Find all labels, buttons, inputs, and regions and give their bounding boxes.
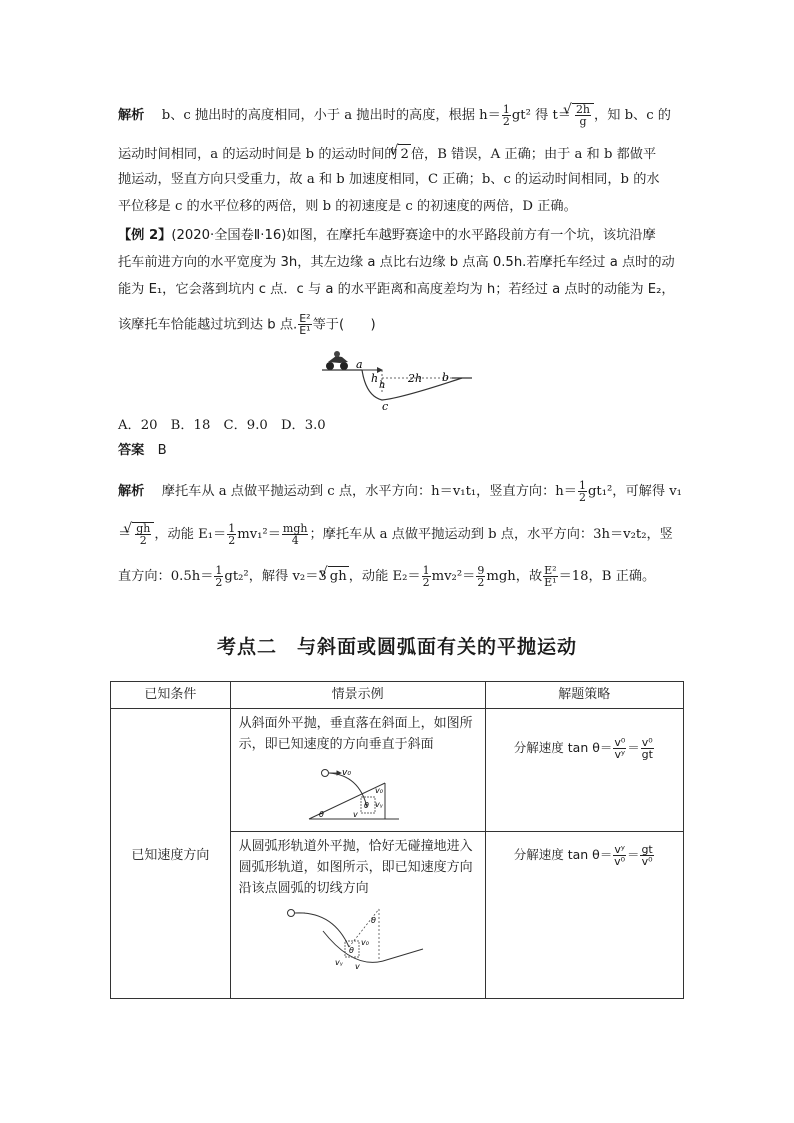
sqrt: √ $\frac{2h}{g}$ [572, 103, 594, 127]
label-2h: 2h [408, 372, 423, 385]
fraction: $\frac{1}{2}$ [578, 479, 586, 504]
text: mv₁²＝ [237, 527, 281, 542]
strategy-table [110, 681, 684, 999]
solution-2-line-2 [118, 522, 678, 546]
label-b: b [442, 371, 450, 384]
fraction: $\frac{\text{v⁰}}{\text{vʸ}}$ [614, 736, 626, 761]
solution-1-line-3: 抛运动，竖直方向只受重力，故 a 和 b 加速度相同，C 正确；b、c 的运动时间相同，b 的水 [118, 172, 660, 187]
fraction: $\frac{9}{2}$ [477, 564, 485, 589]
text: gt₁²，可解得 v₁ [587, 484, 682, 499]
strategy-cell-2 [485, 832, 683, 999]
incline-figure [289, 761, 409, 821]
text: 运动时间相同，a 的运动时间是 b 的运动时间的 [118, 147, 398, 162]
section-title: 考点二 与斜面或圆弧面有关的平抛运动 [216, 636, 577, 658]
scene-text-1: 从斜面外平抛，垂直落在斜面上，如图所示，即已知速度的方向垂直于斜面 [238, 716, 473, 752]
fraction: $\frac{\text{E²}}{\text{E¹}}$ [299, 312, 311, 337]
text: b、c 抛出时的高度相同，小于 a 抛出时的高度，根据 h＝ [161, 108, 501, 123]
sqrt: √ gh [328, 566, 349, 587]
fig-vy: vᵧ [374, 800, 383, 809]
text: ＝18，B 正确。 [558, 569, 656, 584]
solution-2-line-3 [118, 565, 678, 588]
text: ，动能 E₂＝ [348, 569, 421, 584]
text: (2020·全国卷Ⅱ·16)如图，在摩托车越野赛途中的水平路段前方有一个坑，该坑沿摩 [171, 228, 656, 243]
example-2-line-3: 能为 E₁，它会落到坑内 c 点．c 与 a 的水平距离和高度差均为 h；若经过 a 点时的动能为 E₂， [118, 282, 675, 297]
fig-theta2: θ [363, 801, 369, 810]
text: gt² 得 t＝ [511, 108, 571, 123]
text: 直方向：0.5h＝ [118, 569, 214, 584]
text: 该摩托车恰能越过坑到达 b 点. [118, 317, 298, 333]
text: 摩托车从 a 点做平抛运动到 c 点，水平方向：h＝v₁t₁，竖直方向：h＝ [161, 484, 577, 499]
example-2-line-4 [118, 313, 678, 336]
strategy-cell-1 [485, 709, 683, 832]
solution-1-line-4: 平位移是 c 的水平位移的两倍，则 b 的初速度是 c 的初速度的两倍，D 正确。 [118, 199, 577, 214]
text: 等于( ) [312, 317, 376, 333]
strategy-formula-1 [486, 737, 683, 760]
text: 分解速度 tan θ＝ [513, 847, 613, 862]
text: gt₂²，解得 v₂＝3 [224, 569, 327, 584]
fig-v0b: v₀ [374, 786, 383, 795]
answer-value: B [157, 443, 167, 458]
fig-vy: vᵧ [334, 958, 343, 967]
text: ＝ [626, 847, 640, 862]
text: mv₂²＝ [431, 569, 476, 584]
fig-v: v [352, 810, 358, 819]
scene-text-2: 从圆弧形轨道外平抛，恰好无碰撞地进入圆弧形轨道，如图所示，即已知速度方向沿该点圆弧的切线方向 [238, 839, 473, 896]
solution-label: 解析 [118, 108, 145, 123]
arc-figure [283, 903, 433, 973]
label-c: c [382, 400, 389, 412]
fig-v0: v₀ [360, 938, 369, 947]
answer-label: 答案 [118, 443, 145, 458]
sqrt: √ $\frac{gh}{2}$ [132, 522, 154, 546]
fig-v: v [354, 962, 360, 971]
scene-cell-2 [230, 832, 485, 999]
choices: A．20 B．18 C．9.0 D．3.0 [118, 418, 326, 433]
label-h2: h [379, 380, 386, 391]
fraction: $\frac{gt}{\text{v⁰}}$ [641, 843, 653, 868]
fig-theta: θ [318, 810, 324, 819]
fraction: $\frac{\text{mgh}}{4}$ [282, 522, 308, 547]
sqrt: √ 2 [398, 144, 410, 165]
text: ＝ [627, 740, 640, 755]
text: ；摩托车从 a 点做平抛运动到 b 点，水平方向：3h＝v₂t₂，竖 [309, 527, 673, 542]
table-row [111, 709, 684, 832]
label-a: a [356, 358, 363, 371]
example-2-line-2: 托车前进方向的水平宽度为 3h，其左边缘 a 点比右边缘 b 点高 0.5h.若摩托车经过 a 点时的动 [118, 255, 675, 270]
condition-text: 已知速度方向 [131, 848, 210, 863]
text: 分解速度 tan θ＝ [513, 740, 613, 755]
fraction: $\frac{1}{2}$ [215, 564, 223, 589]
strategy-formula-2 [486, 844, 683, 867]
condition-cell [111, 709, 231, 999]
table-header-row [111, 682, 684, 709]
header-strategy: 解题策略 [485, 682, 683, 709]
fraction: $\frac{1}{2}$ [422, 564, 430, 589]
solution-2-line-1 [118, 479, 682, 504]
solution-1-line-2 [118, 144, 678, 165]
fraction: $\frac{\text{vʸ}}{\text{v⁰}}$ [614, 843, 626, 868]
fig-theta2: θ [348, 946, 354, 955]
text: ，知 b、c 的 [594, 108, 671, 123]
fig-theta: θ [370, 916, 376, 925]
solution-label: 解析 [118, 484, 145, 499]
solution-1-line-1 [118, 103, 678, 127]
fraction: $\frac{\text{E²}}{\text{E¹}}$ [544, 564, 557, 589]
text: ，动能 E₁＝ [154, 527, 227, 542]
answer-line [118, 441, 678, 461]
fraction: $\frac{1}{2}$ [228, 522, 236, 547]
example-tag: 【例 2】 [118, 228, 172, 243]
fig-v0: v₀ [341, 768, 351, 778]
motorcycle-icon [326, 351, 348, 370]
text: mgh，故 [486, 569, 543, 584]
example-2-line-1 [118, 226, 678, 246]
text: 倍，B 错误，A 正确；由于 a 和 b 都做平 [410, 147, 657, 162]
scene-cell-1 [230, 709, 485, 832]
fraction: $\frac{1}{2}$ [502, 103, 510, 128]
fraction: $\frac{\text{v⁰}}{gt}$ [641, 736, 653, 761]
label-h1: h [371, 372, 379, 385]
motorcycle-pit-figure [322, 348, 472, 412]
header-scene: 情景示例 [230, 682, 485, 709]
text: ＝ [118, 527, 132, 542]
header-condition: 已知条件 [111, 682, 231, 709]
